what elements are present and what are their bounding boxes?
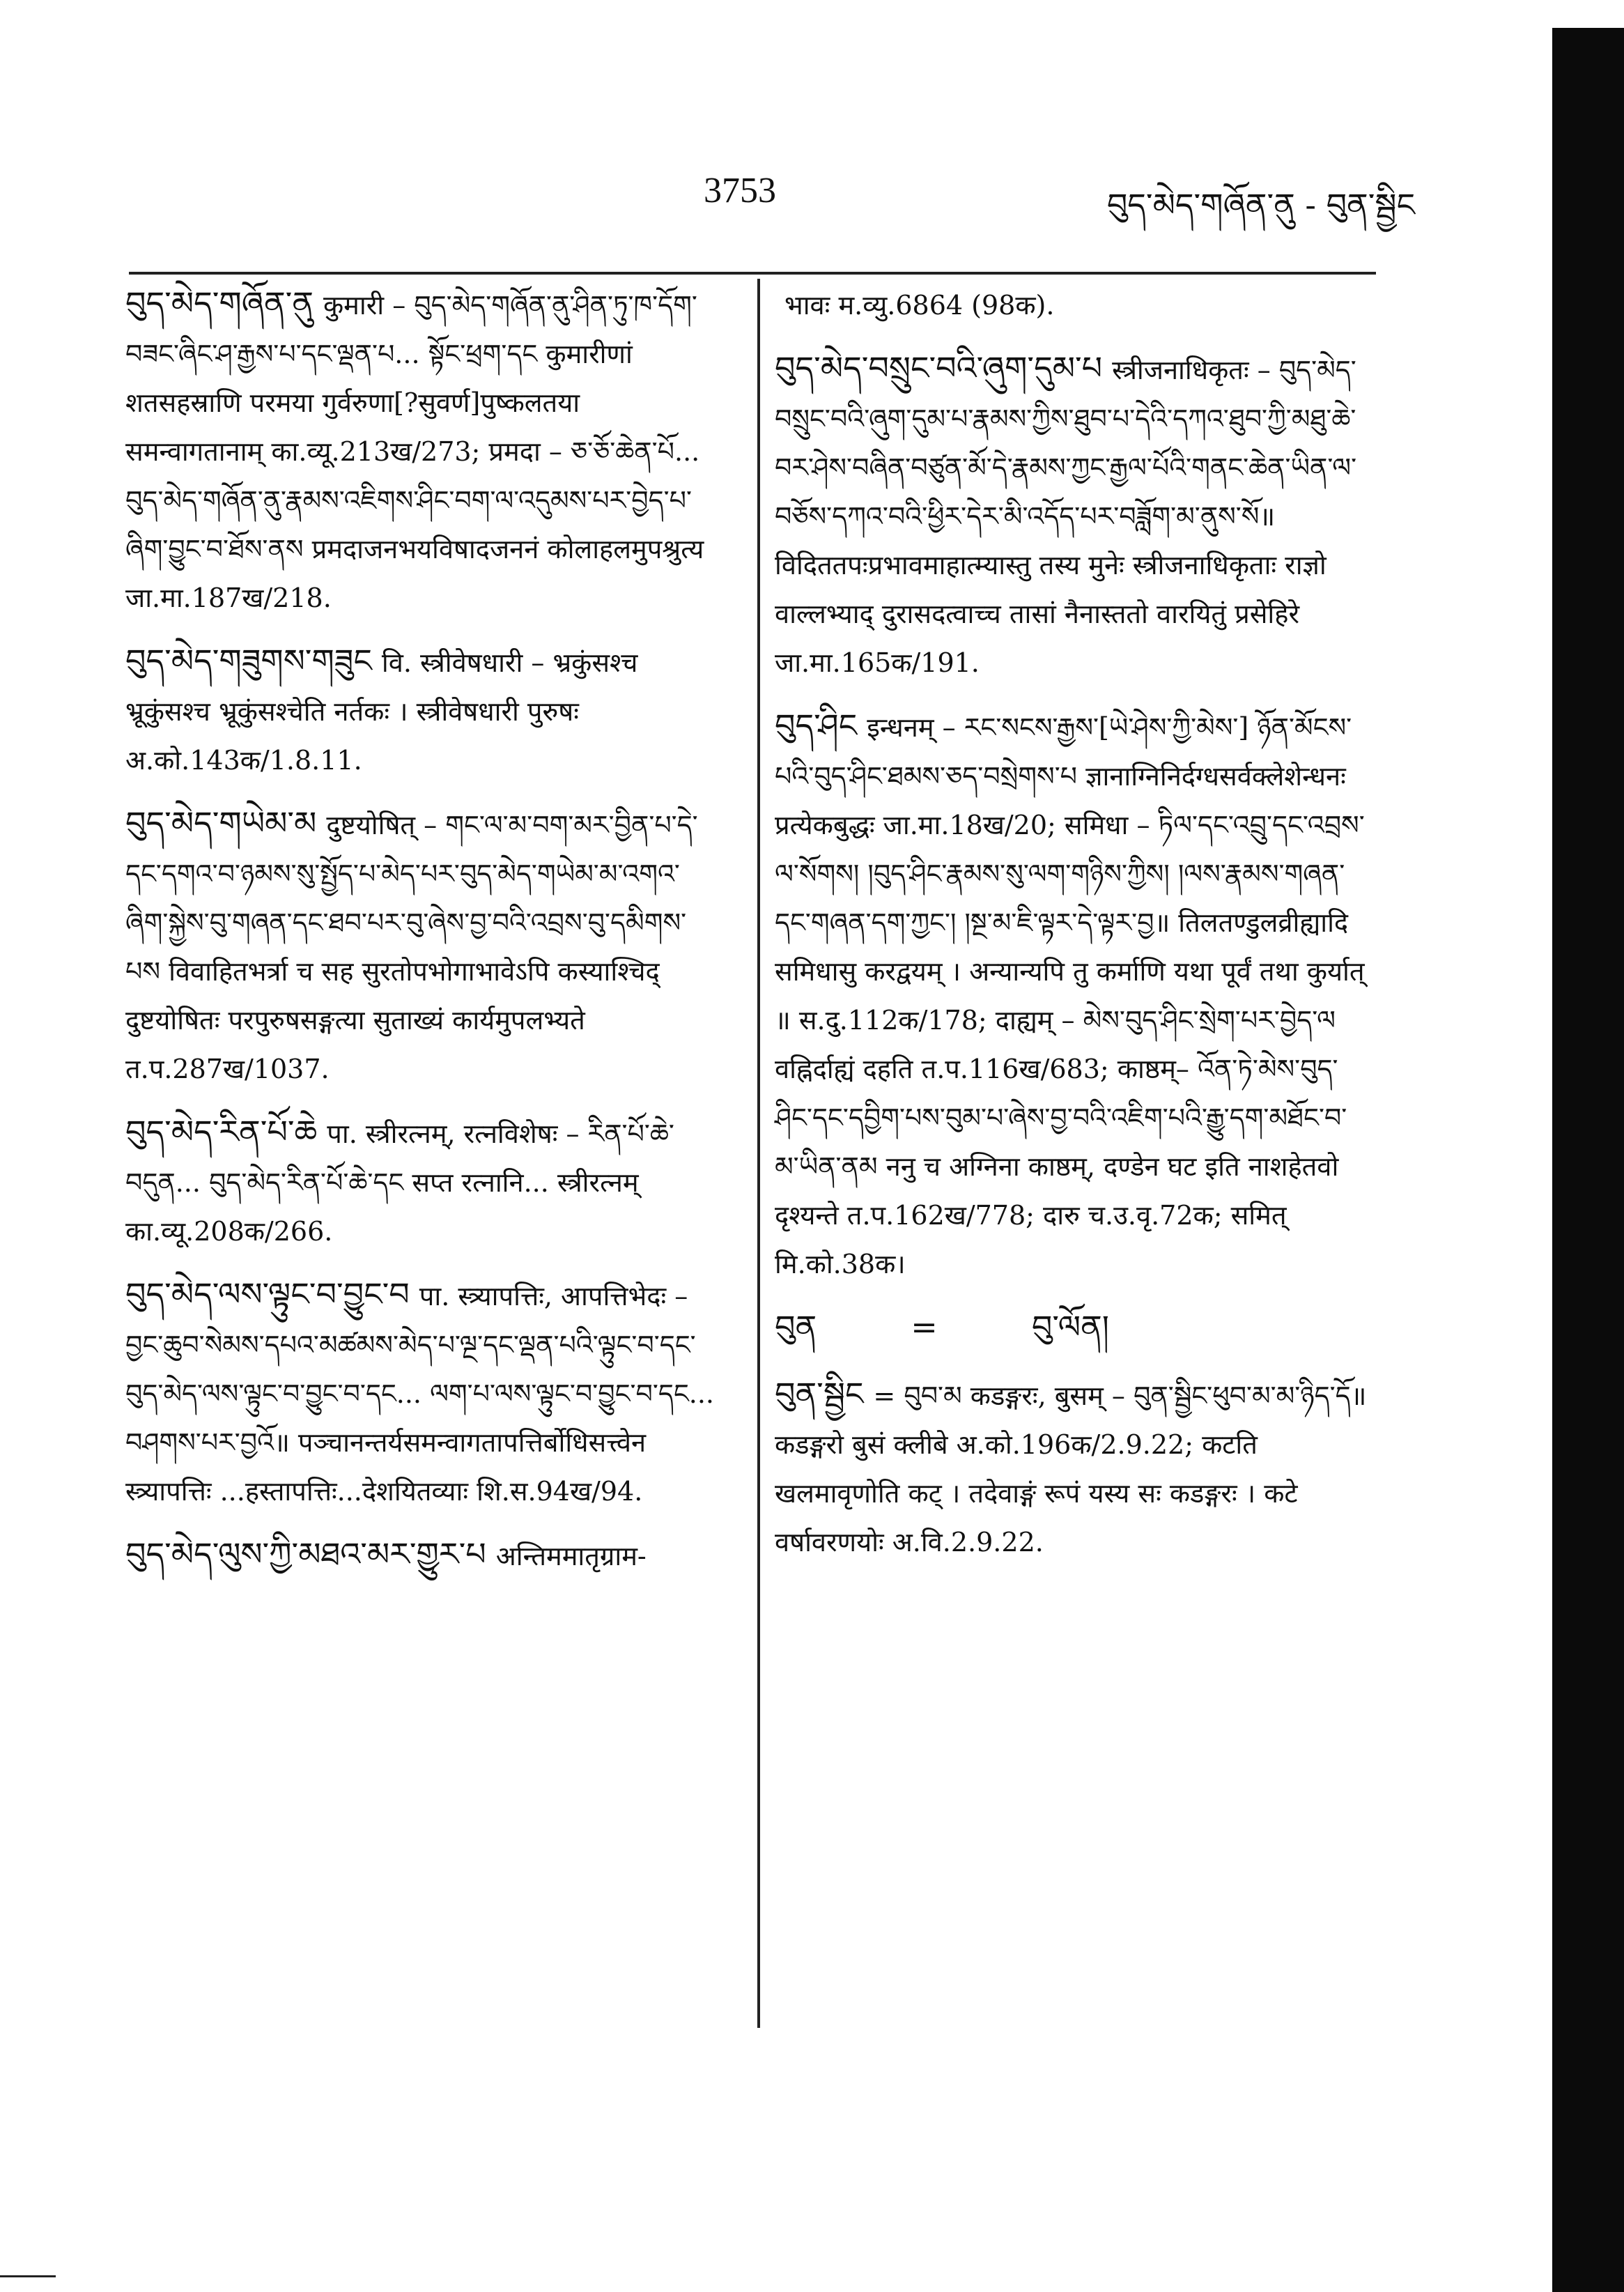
dictionary-entry bbox=[125, 1270, 718, 1516]
cross-ref-equals: = bbox=[911, 1308, 938, 1346]
entry-body: इन्धनम् – རང་སངས་རྒྱས་[ཡེ་ཤེས་ཀྱི་མེས་] ཉོན་མོངས་པའི་བུད་ཤིང་ཐམས་ཅད་བསྲེགས་པ ज्ञानाग्निनिर्दग्धसर्वक्लेशेन्धनः प्रत्येकबुद्धः जा.मा.18ख/20; समिधा – ཏིལ་དང་འབྲུ་དང་འབྲས་ལ་སོགས། །བུད་ཤིང་རྣམས་སུ་ལག་གཉིས་ཀྱིས། །ལས་རྣམས་གཞན་དང་གཞན་དག་ཀྱང་། །སྔ་མ་ཇི་ལྟར་དེ་ལྟར་བྱ॥ तिलतण्डुलव्रीह्यादि समिधासु करद्वयम् । अन्यान्यपि तु कर्माणि यथा पूर्वं तथा कुर्यात् ॥ स.दु.112क/178; दाह्यम् – མེས་བུད་ཤིང་སྲེག་པར་བྱེད་ལ वह्निर्दाह्यं दहति त.प.116ख/683; काष्ठम्– འོན་ཏེ་མེས་བུད་ཤིང་དང་དབྱིག་པས་བུམ་པ་ཞེས་བྱ་བའི་འཇིག་པའི་རྒྱུ་དག་མཐོང་བ་མ་ཡིན་ནམ ननु च अग्निना काष्ठम्, दण्डेन घट इति नाशहेतवो दृश्यन्ते त.प.162ख/778; दारु च.उ.वृ.72क; समित् मि.को.38क। bbox=[775, 712, 1365, 1279]
dictionary-entry bbox=[775, 344, 1367, 687]
dictionary-entry bbox=[125, 1107, 718, 1256]
entry-body: भावः म.व्यु.6864 (98क). bbox=[784, 290, 1055, 321]
entry-head: བུད་མེད་གཞོན་ནུ bbox=[125, 284, 314, 322]
scan-mark bbox=[0, 2275, 56, 2277]
dictionary-entry bbox=[125, 279, 718, 622]
entry-body: वि. स्त्रीवेषधारी – भ्रकुंसश्च भ्रूकुंसश्च भ्रूकुंसश्चेति नर्तकः । स्त्रीवेषधारी पुरुषः अ.को.143क/1.8.11. bbox=[125, 647, 638, 776]
entry-body: कुमारी – བུད་མེད་གཞོན་ནུ་ཤིན་ཏུ་ཁ་དོག་བཟང་ཞིང་ཤ་རྒྱས་པ་དང་ལྡན་པ... སྟོང་ཕྲག་དང कुमारीणां शतसहस्राणि परमया गुर्वरुणा[?सुवर्ण]पुष्कलतया समन्वागतानाम् का.व्यू.213ख/273; प्रमदा – ཅ་ཅོ་ཆེན་པོ... བུད་མེད་གཞོན་ནུ་རྣམས་འཇིགས་ཤིང་བག་ལ་འདུམས་པར་བྱེད་པ་ཞིག་བྱུང་བ་ཐོས་ནས प्रमदाजनभयविषादजननं कोलाहलमुपश्रुत्य जा.मा.187ख/218. bbox=[125, 290, 704, 613]
dictionary-entry bbox=[775, 701, 1367, 1289]
dictionary-entry bbox=[775, 1369, 1367, 1567]
header-rule bbox=[129, 272, 1376, 275]
entry-head: བུད་མེད་གཟུགས་གཟུང bbox=[125, 642, 372, 679]
page-number: 3753 bbox=[704, 171, 776, 210]
entry-body: स्त्रीजनाधिकृतः – བུད་མེད་བསྲུང་བའི་ཞུག་དུམ་པ་རྣམས་ཀྱིས་ཐུབ་པ་དེའི་དཀའ་ཐུབ་ཀྱི་མཐུ་ཆེ་བར་ཤེས་བཞིན་བཙུན་མོ་དེ་རྣམས་ཀྱང་རྒྱལ་པོའི་གནང་ཆེན་ཡིན་ལ་བཅོས་དཀའ་བའི་ཕྱིར་དེར་མི་འདོད་པར་བཟློག་མ་ནུས་སོ॥ विदिततपःप्रभावमाहात्म्यास्तु तस्य मुनेः स्त्रीजनाधिकृताः राज्ञो वाल्लभ्याद् दुरासदत्वाच्च तासां नैनास्ततो वारयितुं प्रसेहिरे जा.मा.165क/191. bbox=[775, 355, 1357, 678]
entry-body: = བུབ་མ कडङ्गरः, बुसम् – བུན་སྦྱིང་ཕུབ་མ་མ་ཉིད་དོ॥ कडङ्गरो बुसं क्लीबे अ.को.196क/2.9.22; कटति खलमावृणोति कट् । तदेवाङ्गं रूपं यस्य सः कडङ्गरः । कटे वर्षावरणयोः अ.वि.2.9.22. bbox=[775, 1380, 1367, 1558]
entry-head: བུད་ཤིང bbox=[775, 707, 858, 744]
dictionary-entry bbox=[125, 636, 718, 785]
dictionary-entry bbox=[125, 799, 718, 1093]
entry-body: दुष्टयोषित् – གང་ལ་མ་བག་མར་བྱིན་པ་དེ་དང་དགའ་བ་ཉམས་སུ་སྤྱོད་པ་མེད་པར་བུད་མེད་གཡེམ་མ་འགའ་ཞིག་སྐྱེས་བུ་གཞན་དང་ཐབ་པར་བུ་ཞེས་བྱ་བའི་འབྲས་བུ་དམིགས་པས विवाहितभर्त्रा च सह सुरतोपभोगाभावेऽपि कस्याश्चिद् दुष्टयोषितः परपुरुषसङ्गत्या सुताख्यं कार्यमुपलभ्यते त.प.287ख/1037. bbox=[125, 810, 698, 1084]
entry-head: བུད་མེད་རིན་པོ་ཆེ bbox=[125, 1113, 318, 1151]
right-column bbox=[775, 279, 1367, 1580]
dictionary-entry bbox=[775, 279, 1367, 330]
scan-margin-bar bbox=[1552, 28, 1624, 2292]
cross-ref-head: བུན bbox=[775, 1308, 817, 1346]
dictionary-entry bbox=[125, 1530, 718, 1580]
entry-body: पा. स्त्रीरत्नम्, रत्नविशेषः – རིན་པོ་ཆེ་བདུན... བུད་མེད་རིན་པོ་ཆེ་དང सप्त रत्नानि... स्त्रीरत्नम् का.व्यू.208क/266. bbox=[125, 1118, 674, 1247]
entry-body: अन्तिममातृग्राम- bbox=[495, 1541, 647, 1571]
column-divider bbox=[757, 279, 760, 2028]
running-head: བུད་མེད་གཞོན་ནུ - བུན་སྦྱིང bbox=[1106, 186, 1415, 224]
entry-head: བུད་མེད་ལས་ལྟུང་བ་བྱུང་བ bbox=[125, 1275, 410, 1313]
cross-reference-line bbox=[775, 1302, 1109, 1351]
cross-ref-target: བུ་ལོན། bbox=[1031, 1308, 1109, 1346]
entry-body: पा. स्त्र्यापत्तिः, आपत्तिभेदः – བྱང་ཆུབ་སེམས་དཔའ་མཚམས་མེད་པ་ལྔ་དང་ལྡན་པའི་ལྟུང་བ་དང་བུད་མེད་ལས་ལྟུང་བ་བྱུང་བ་དང... ལག་པ་ལས་ལྟུང་བ་བྱུང་བ་དང... བཤགས་པར་བྱའོ॥ पञ्चानन्तर्यसमन्वागतापत्तिर्बोधिसत्त्वेन स्त्र्यापत्तिः ...हस्तापत्तिः...देशयितव्याः शि.स.94ख/94. bbox=[125, 1281, 715, 1507]
entry-head: བུན་སྦྱིང bbox=[775, 1375, 864, 1413]
entry-head: བུད་མེད་བསྲུང་བའི་ཞུག་དུམ་པ bbox=[775, 349, 1103, 387]
entry-head: བུད་མེད་ལུས་ཀྱི་མཐའ་མར་གྱུར་པ bbox=[125, 1535, 486, 1573]
entry-head: བུད་མེད་གཡེམ་མ bbox=[125, 804, 317, 842]
left-column bbox=[125, 279, 718, 1594]
entry-head bbox=[775, 284, 784, 322]
